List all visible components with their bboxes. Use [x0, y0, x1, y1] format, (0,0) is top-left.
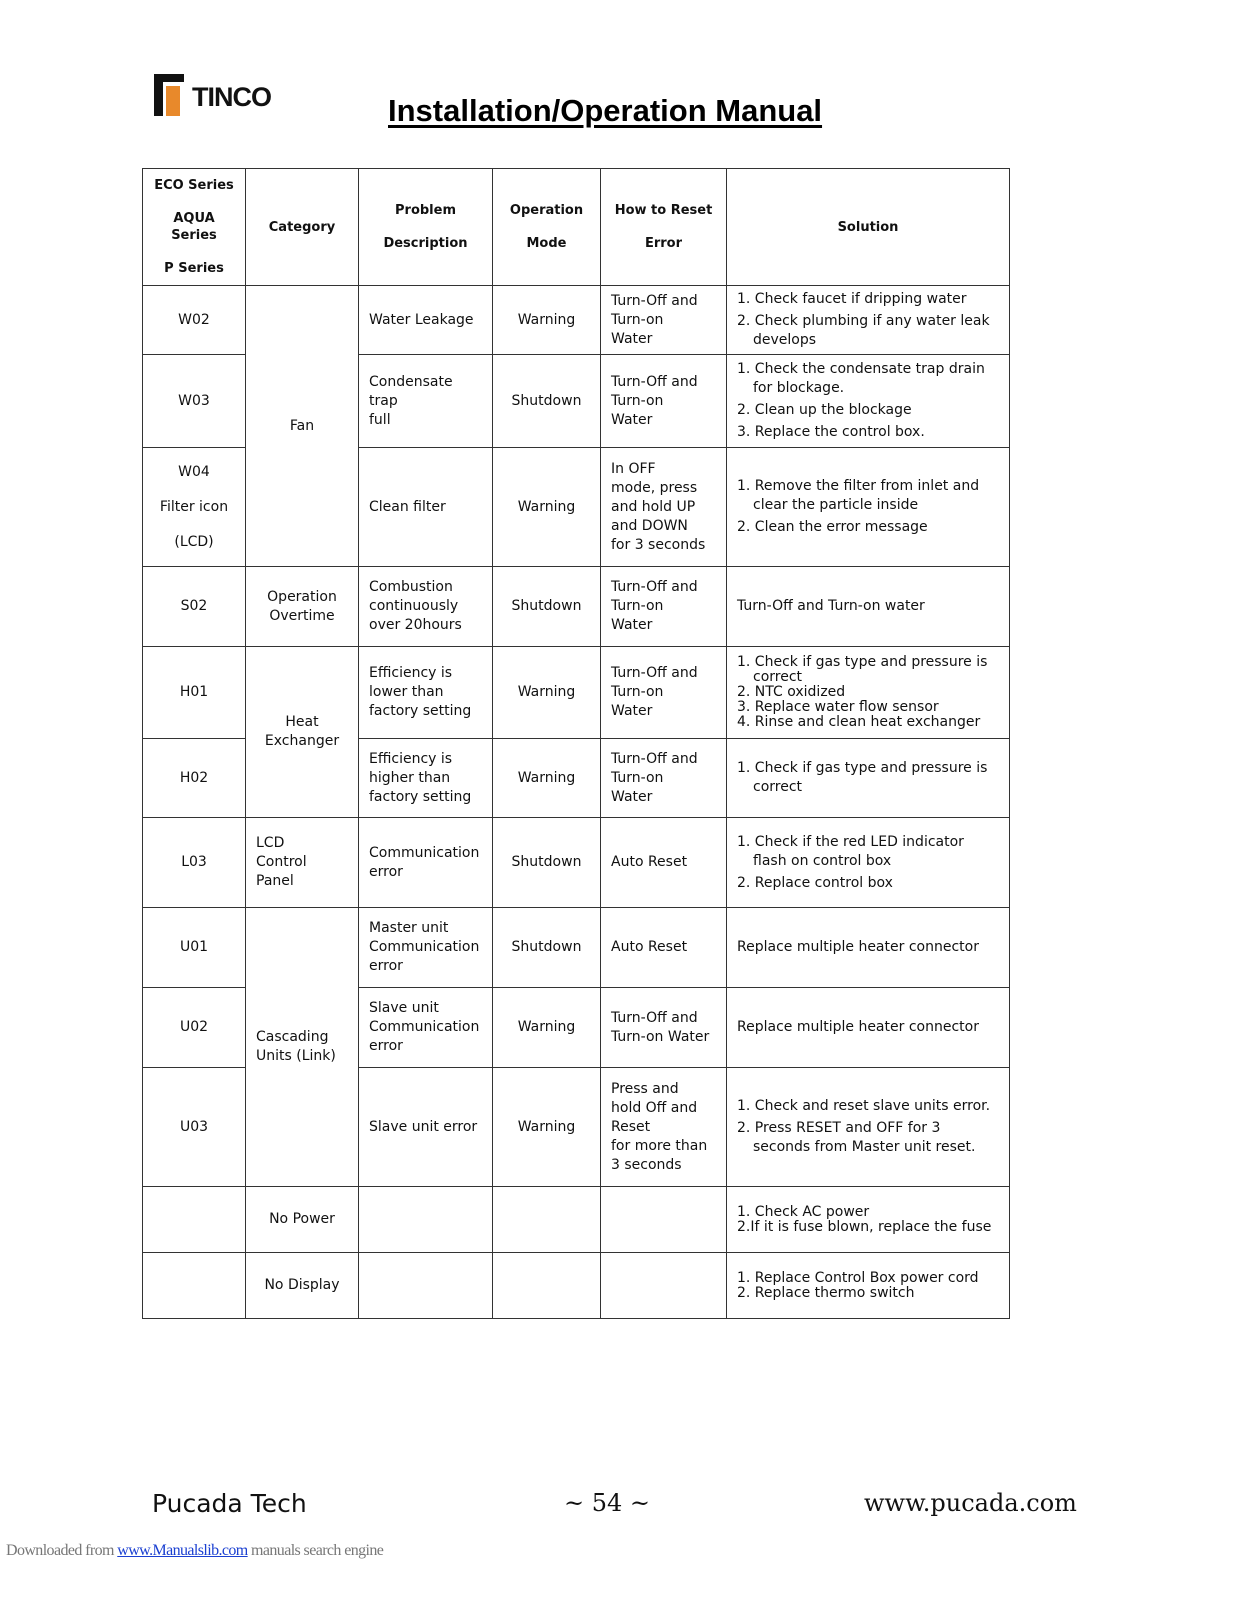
- operation-mode: [493, 1253, 601, 1319]
- footer-company: Pucada Tech: [152, 1489, 307, 1518]
- reset-method: Turn-Off and Turn-on Water: [601, 286, 727, 355]
- header-series: ECO Series AQUA Series P Series: [143, 169, 246, 286]
- header-reset: How to Reset Error: [601, 169, 727, 286]
- error-code: H02: [143, 739, 246, 818]
- problem-description: Master unit Communication error: [359, 908, 493, 988]
- problem-description: Efficiency is higher than factory setting: [359, 739, 493, 818]
- reset-method: In OFF mode, press and hold UP and DOWN for 3 seconds: [601, 448, 727, 567]
- solution-cell: 1. Replace Control Box power cord 2. Replace thermo switch: [727, 1253, 1010, 1319]
- solution-cell: 1. Check the condensate trap drain for blockage. 2. Clean up the blockage 3. Replace the control box.: [727, 355, 1010, 448]
- operation-mode: Warning: [493, 647, 601, 739]
- error-code: W02: [143, 286, 246, 355]
- error-code: W03: [143, 355, 246, 448]
- reset-method: Turn-Off and Turn-on Water: [601, 647, 727, 739]
- header-problem: Problem Description: [359, 169, 493, 286]
- problem-description: Clean filter: [359, 448, 493, 567]
- operation-mode: Shutdown: [493, 567, 601, 647]
- error-code: H01: [143, 647, 246, 739]
- operation-mode: Warning: [493, 988, 601, 1068]
- download-notice: [6, 1542, 383, 1560]
- reset-method: [601, 1253, 727, 1319]
- category-cell: No Display: [246, 1253, 359, 1319]
- table-row: [143, 818, 1010, 908]
- tinco-logo-mark-icon: [154, 74, 184, 116]
- error-code: L03: [143, 818, 246, 908]
- problem-description: [359, 1187, 493, 1253]
- solution-cell: 1. Check and reset slave units error. 2. Press RESET and OFF for 3 seconds from Master unit reset.: [727, 1068, 1010, 1187]
- table-row: [143, 286, 1010, 355]
- solution-cell: 1. Check faucet if dripping water 2. Check plumbing if any water leak develops: [727, 286, 1010, 355]
- reset-method: Auto Reset: [601, 818, 727, 908]
- download-prefix: Downloaded from: [6, 1542, 118, 1559]
- operation-mode: Shutdown: [493, 908, 601, 988]
- reset-method: Turn-Off and Turn-on Water: [601, 739, 727, 818]
- category-cell: Fan: [246, 286, 359, 567]
- problem-description: Combustion continuously over 20hours: [359, 567, 493, 647]
- error-code: W04 Filter icon (LCD): [143, 448, 246, 567]
- table-row: [143, 1253, 1010, 1319]
- reset-method: Press and hold Off and Reset for more than 3 seconds: [601, 1068, 727, 1187]
- operation-mode: Warning: [493, 286, 601, 355]
- header-category: Category: [246, 169, 359, 286]
- problem-description: [359, 1253, 493, 1319]
- reset-method: [601, 1187, 727, 1253]
- operation-mode: Warning: [493, 448, 601, 567]
- error-code: [143, 1187, 246, 1253]
- logo-wordmark: TINCO: [192, 82, 271, 112]
- operation-mode: Shutdown: [493, 818, 601, 908]
- reset-method: Auto Reset: [601, 908, 727, 988]
- footer-website: www.pucada.com: [864, 1489, 1077, 1517]
- solution-cell: Turn-Off and Turn-on water: [727, 567, 1010, 647]
- reset-method: Turn-Off and Turn-on Water: [601, 988, 727, 1068]
- problem-description: Efficiency is lower than factory setting: [359, 647, 493, 739]
- solution-cell: 1. Remove the filter from inlet and clear the particle inside 2. Clean the error message: [727, 448, 1010, 567]
- table-row: [143, 908, 1010, 988]
- header-solution: Solution: [727, 169, 1010, 286]
- troubleshooting-table: [142, 168, 1010, 1319]
- solution-cell: 1. Check if gas type and pressure is correct: [727, 739, 1010, 818]
- error-code: [143, 1253, 246, 1319]
- problem-description: Slave unit Communication error: [359, 988, 493, 1068]
- category-cell: Heat Exchanger: [246, 647, 359, 818]
- reset-method: Turn-Off and Turn-on Water: [601, 567, 727, 647]
- problem-description: Condensate trap full: [359, 355, 493, 448]
- problem-description: Water Leakage: [359, 286, 493, 355]
- error-code: U03: [143, 1068, 246, 1187]
- page-title: Installation/Operation Manual: [388, 93, 823, 128]
- error-code: U02: [143, 988, 246, 1068]
- operation-mode: Warning: [493, 739, 601, 818]
- problem-description: Communication error: [359, 818, 493, 908]
- problem-description: Slave unit error: [359, 1068, 493, 1187]
- header-mode: Operation Mode: [493, 169, 601, 286]
- download-suffix: manuals search engine: [247, 1542, 384, 1559]
- tinco-logo: [154, 72, 278, 118]
- operation-mode: Shutdown: [493, 355, 601, 448]
- operation-mode: Warning: [493, 1068, 601, 1187]
- table-header-row: [143, 169, 1010, 286]
- table-row: [143, 647, 1010, 739]
- solution-cell: 1. Check if gas type and pressure is correct 2. NTC oxidized 3. Replace water flow sensor 4. Rinse and clean heat exchanger: [727, 647, 1010, 739]
- solution-cell: 1. Check if the red LED indicator flash on control box 2. Replace control box: [727, 818, 1010, 908]
- category-cell: No Power: [246, 1187, 359, 1253]
- table-row: [143, 1187, 1010, 1253]
- solution-cell: Replace multiple heater connector: [727, 988, 1010, 1068]
- page-number: ~ 54 ~: [564, 1489, 651, 1517]
- category-cell: LCD Control Panel: [246, 818, 359, 908]
- solution-cell: Replace multiple heater connector: [727, 908, 1010, 988]
- solution-cell: 1. Check AC power 2.If it is fuse blown, replace the fuse: [727, 1187, 1010, 1253]
- manualslib-link[interactable]: www.Manualslib.com: [117, 1542, 248, 1559]
- error-code: U01: [143, 908, 246, 988]
- table-row: [143, 567, 1010, 647]
- reset-method: Turn-Off and Turn-on Water: [601, 355, 727, 448]
- operation-mode: [493, 1187, 601, 1253]
- category-cell: Cascading Units (Link): [246, 908, 359, 1187]
- error-code: S02: [143, 567, 246, 647]
- category-cell: Operation Overtime: [246, 567, 359, 647]
